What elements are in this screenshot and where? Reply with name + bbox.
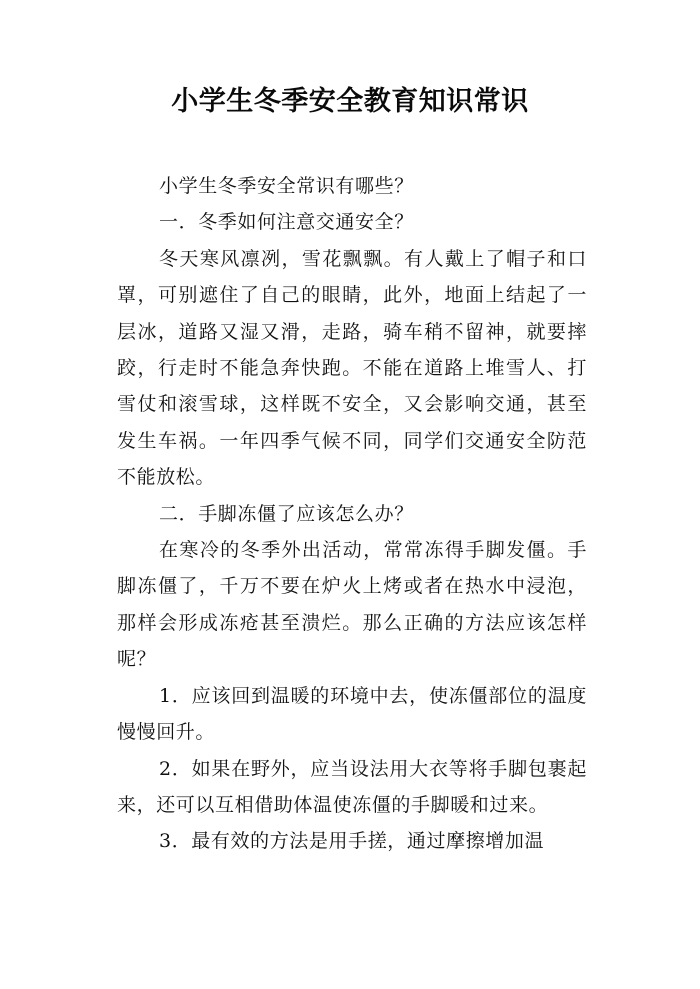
document-body xyxy=(117,168,587,860)
section-heading-frozen-limbs: 二．手脚冻僵了应该怎么办？ xyxy=(159,502,414,525)
document-title: 小学生冬季安全教育知识常识 xyxy=(171,86,529,117)
paragraph-frozen-limbs: 在寒冷的冬季外出活动，常常冻得手脚发僵。手脚冻僵了，千万不要在炉火上烤或者在热水中浸泡，那样会形成冻疮甚至溃烂。那么正确的方法应该怎样呢？ xyxy=(117,539,587,671)
list-item-3: 3．最有效的方法是用手搓，通过摩擦增加温 xyxy=(159,830,545,853)
paragraph-traffic-safety: 冬天寒风凛冽，雪花飘飘。有人戴上了帽子和口罩，可别遮住了自己的眼睛，此外，地面上结起了一层冰，道路又湿又滑，走路，骑车稍不留神，就要摔跤，行走时不能急奔快跑。不能在道路上堆雪人、打雪仗和滚雪球，这样既不安全，又会影响交通，甚至发生车祸。一年四季气候不同，同学们交通安全防范不能放松。 xyxy=(117,247,587,489)
list-item-2: 2．如果在野外，应当设法用大衣等将手脚包裹起来，还可以互相借助体温使冻僵的手脚暖和过来。 xyxy=(117,757,587,816)
list-item-1: 1．应该回到温暖的环境中去，使冻僵部位的温度慢慢回升。 xyxy=(117,684,587,744)
paragraph-intro-question: 小学生冬季安全常识有哪些？ xyxy=(159,175,414,197)
section-heading-traffic-safety: 一．冬季如何注意交通安全？ xyxy=(159,211,414,234)
